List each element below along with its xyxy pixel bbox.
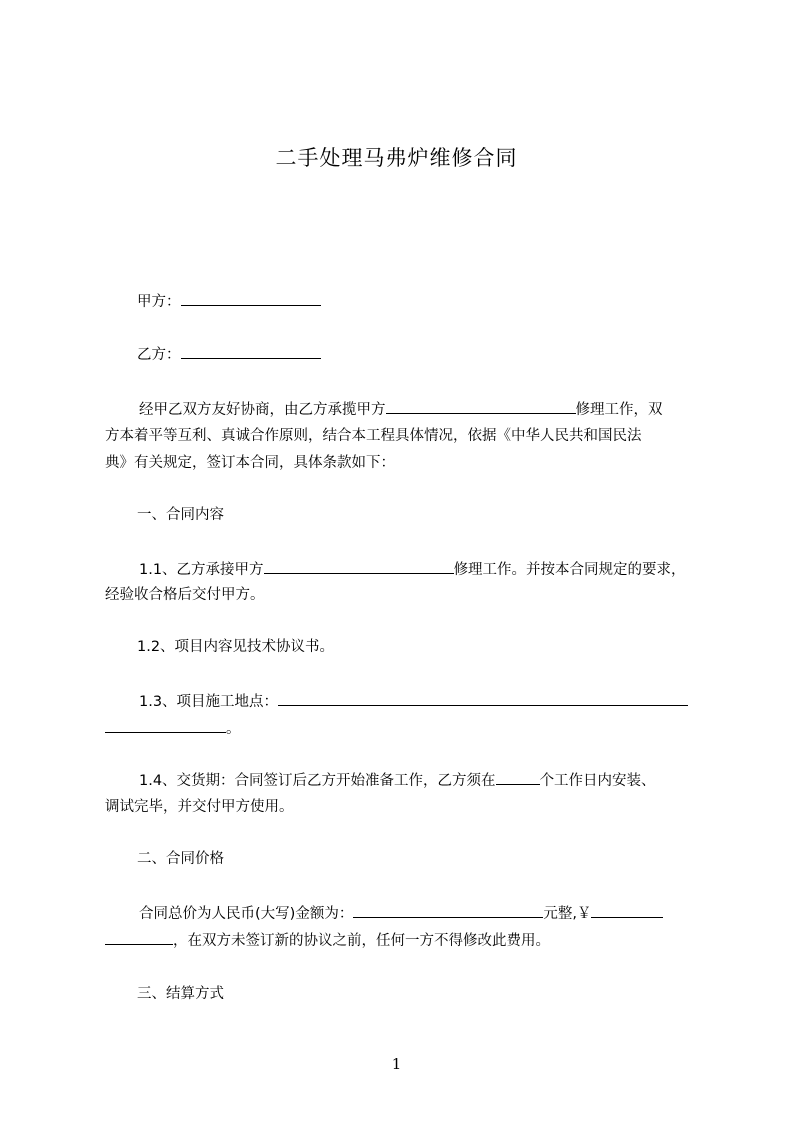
price-blank-figures	[591, 903, 663, 918]
clause-1-4-line	[139, 770, 656, 791]
clause-1-3-line	[139, 691, 688, 712]
price-text-a: 合同总价为人民币(大写)金额为：	[139, 906, 354, 922]
clause-1-3-line-2	[105, 718, 241, 739]
clause-1-3-text: 1.3、项目施工地点：	[139, 694, 279, 710]
price-line-2	[105, 930, 550, 951]
party-a-blank	[181, 291, 321, 306]
party-a-line	[137, 291, 321, 312]
party-b-blank	[181, 344, 321, 359]
intro-blank	[386, 399, 576, 414]
price-blank-figures-2	[105, 930, 173, 945]
clause-1-3-blank-2	[105, 718, 226, 733]
price-line-1	[139, 903, 663, 924]
intro-text-1b: 修理工作，双	[575, 402, 663, 418]
section-2-heading: 二、合同价格	[137, 851, 224, 867]
party-a-label: 甲方：	[137, 294, 181, 310]
price-text-b: 元整,￥	[543, 906, 592, 922]
clause-1-3-blank	[278, 691, 688, 706]
clause-1-1-blank	[264, 559, 454, 574]
price-blank-words	[353, 903, 543, 918]
clause-1-3-end: 。	[226, 721, 241, 737]
clause-1-2: 1.2、项目内容见技术协议书。	[137, 639, 335, 655]
price-text-c: ，在双方未签订新的协议之前，任何一方不得修改此费用。	[173, 933, 550, 949]
party-b-line	[137, 344, 321, 365]
intro-text-1a: 经甲乙双方友好协商，由乙方承揽甲方	[139, 402, 386, 418]
section-3-heading: 三、结算方式	[137, 986, 224, 1002]
clause-1-1-line	[139, 559, 686, 580]
clause-1-1-line-2: 经验收合格后交付甲方。	[105, 587, 265, 603]
clause-1-4-line-2: 调试完毕，并交付甲方使用。	[105, 799, 294, 815]
clause-1-4-text-a: 1.4、交货期：合同签订后乙方开始准备工作，乙方须在	[139, 773, 496, 789]
document-title: 二手处理马弗炉维修合同	[275, 146, 518, 170]
clause-1-4-blank	[496, 770, 540, 785]
section-1-heading: 一、合同内容	[137, 507, 224, 523]
intro-line-1	[139, 399, 663, 420]
page-number: 1	[391, 1055, 402, 1073]
party-b-label: 乙方：	[137, 347, 181, 363]
intro-line-3: 典》有关规定，签订本合同，具体条款如下：	[105, 455, 395, 471]
clause-1-4-text-b: 个工作日内安装、	[539, 773, 656, 789]
clause-1-1-text-b: 修理工作。并按本合同规定的要求，	[453, 562, 686, 578]
intro-line-2: 方本着平等互利、真诚合作原则，结合本工程具体情况，依据《中华人民共和国民法	[105, 428, 642, 444]
clause-1-1-text-a: 1.1、乙方承接甲方	[139, 562, 264, 578]
